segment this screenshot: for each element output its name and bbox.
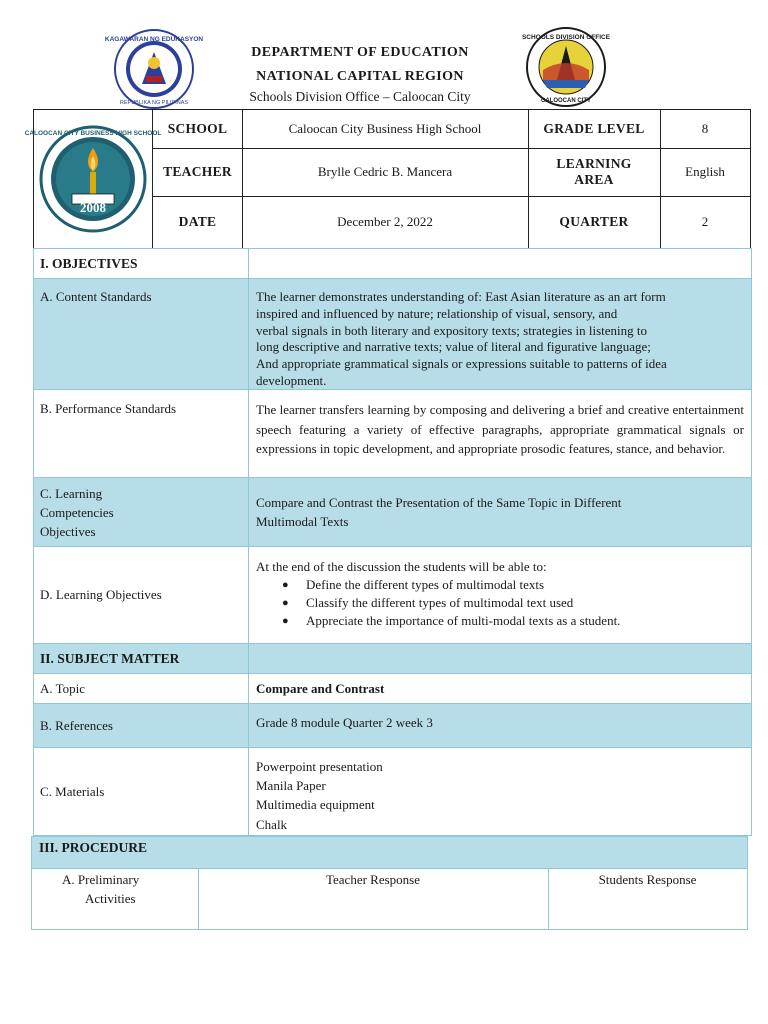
list-item: Manila Paper xyxy=(256,778,326,794)
document-header xyxy=(0,0,768,108)
learning-objectives-label: D. Learning Objectives xyxy=(34,547,249,643)
content-standards-line: And appropriate grammatical signals or expressions suitable to patterns of idea xyxy=(256,356,667,372)
svg-text:CALOOCAN CITY BUSINESS HIGH SC: CALOOCAN CITY BUSINESS HIGH SCHOOL xyxy=(24,130,162,137)
school-logo-cell xyxy=(24,110,162,248)
deped-seal-icon xyxy=(104,28,204,110)
content-standards-line: development. xyxy=(256,372,327,388)
content-standards-label: A. Content Standards xyxy=(34,279,249,389)
school-label: SCHOOL xyxy=(167,121,228,136)
list-item: Chalk xyxy=(256,816,288,832)
objectives-heading-row xyxy=(34,249,751,279)
content-standards-line: long descriptive and narrative texts; value of literal and figurative language; xyxy=(256,339,651,355)
header-department: DEPARTMENT OF EDUCATION xyxy=(251,45,469,60)
school-logo-icon xyxy=(24,110,162,248)
list-item: ● Classify the different types of multimodal text used xyxy=(282,594,744,612)
competencies-text xyxy=(249,478,751,546)
header-region: NATIONAL CAPITAL REGION xyxy=(256,69,464,84)
topic-row xyxy=(34,674,751,704)
list-item: Powerpoint presentation xyxy=(256,759,383,774)
date-label: DATE xyxy=(178,214,217,229)
objectives-heading-empty xyxy=(249,249,751,278)
quarter-label: QUARTER xyxy=(559,214,629,229)
preliminary-activities-line: A. Preliminary xyxy=(62,872,140,887)
references-label: B. References xyxy=(34,704,249,747)
competencies-label-line: Competencies xyxy=(40,504,114,520)
subject-matter-heading: II. SUBJECT MATTER xyxy=(34,644,249,673)
school-value: Caloocan City Business High School xyxy=(288,121,482,136)
competencies-row xyxy=(34,478,751,547)
references-row xyxy=(34,704,751,748)
performance-standards-text: The learner transfers learning by composing and delivering a brief and creative entertainment speech featuring a variety of effective paragraphs, appropriate grammatical signals or expressions in topic development, and appropriate prosodic features, stance, and behavior. xyxy=(256,402,744,457)
students-response-header: Students Response xyxy=(598,872,697,887)
list-item: ● Appreciate the importance of multi-modal texts as a student. xyxy=(282,612,744,630)
learning-area-label xyxy=(528,148,660,196)
subject-matter-heading-row xyxy=(34,644,751,674)
grade-level-label: GRADE LEVEL xyxy=(543,121,645,136)
materials-row xyxy=(34,748,751,835)
teacher-value: Brylle Cedric B. Mancera xyxy=(317,164,453,179)
materials-list xyxy=(249,748,751,835)
list-item: ● Define the different types of multimodal texts xyxy=(282,576,744,594)
content-standards-line: verbal signals in both literary and expository texts; strategies in listening to xyxy=(256,322,648,338)
quarter-value: 2 xyxy=(701,214,709,229)
competencies-label-line: C. Learning xyxy=(40,485,103,501)
learning-area-label-line2: AREA xyxy=(574,172,614,187)
content-standards-line: The learner demonstrates understanding of: East Asian literature as an art form xyxy=(256,289,666,304)
svg-text:REPUBLIKA NG PILIPINAS: REPUBLIKA NG PILIPINAS xyxy=(119,100,189,106)
objectives-heading: I. OBJECTIVES xyxy=(34,249,249,278)
svg-text:KAGAWARAN NG EDUKASYON: KAGAWARAN NG EDUKASYON xyxy=(104,36,204,43)
content-standards-text xyxy=(249,279,751,389)
teacher-response-header: Teacher Response xyxy=(325,872,421,887)
materials-label: C. Materials xyxy=(34,748,249,835)
learning-objectives-text xyxy=(249,547,751,643)
date-value: December 2, 2022 xyxy=(337,214,433,229)
procedure-heading-row xyxy=(31,836,748,869)
sdo-caloocan-seal-icon xyxy=(521,26,611,108)
svg-text:SCHOOLS DIVISION OFFICE: SCHOOLS DIVISION OFFICE xyxy=(521,34,611,41)
performance-standards-label: B. Performance Standards xyxy=(34,390,249,477)
header-division: Schools Division Office – Caloocan City xyxy=(249,89,471,104)
lesson-info-table xyxy=(24,109,751,249)
grade-level-value: 8 xyxy=(701,121,709,136)
lesson-plan-table xyxy=(33,248,752,836)
preliminary-activities-label xyxy=(62,870,139,908)
topic-value: Compare and Contrast xyxy=(256,680,385,696)
subject-matter-heading-empty xyxy=(249,644,751,673)
header-title-block xyxy=(200,42,520,106)
svg-text:CALOOCAN CITY: CALOOCAN CITY xyxy=(541,98,591,104)
list-item: Multimedia equipment xyxy=(256,797,375,813)
learning-objectives-intro: At the end of the discussion the students will be able to: xyxy=(256,559,547,574)
learning-area-value: English xyxy=(685,164,725,179)
learning-area-label-line1: LEARNING xyxy=(556,156,632,171)
competencies-text-line: Compare and Contrast the Presentation of the Same Topic in Different xyxy=(256,495,622,510)
references-value: Grade 8 module Quarter 2 week 3 xyxy=(256,715,433,730)
topic-label: A. Topic xyxy=(34,674,249,703)
learning-objectives-list xyxy=(256,576,744,630)
svg-text:2008: 2008 xyxy=(80,200,106,215)
learning-objectives-row xyxy=(34,547,751,644)
procedure-table xyxy=(31,868,748,930)
procedure-heading: III. PROCEDURE xyxy=(39,840,148,855)
competencies-text-line: Multimodal Texts xyxy=(256,514,349,529)
performance-standards-row xyxy=(34,390,751,478)
teacher-label: TEACHER xyxy=(163,164,232,179)
content-standards-row xyxy=(34,279,751,390)
preliminary-activities-line: Activities xyxy=(85,891,136,906)
competencies-label xyxy=(34,478,249,546)
content-standards-line: inspired and influenced by nature; relationship of visual, sensory, and xyxy=(256,305,618,321)
competencies-label-line: Objectives xyxy=(40,523,96,539)
